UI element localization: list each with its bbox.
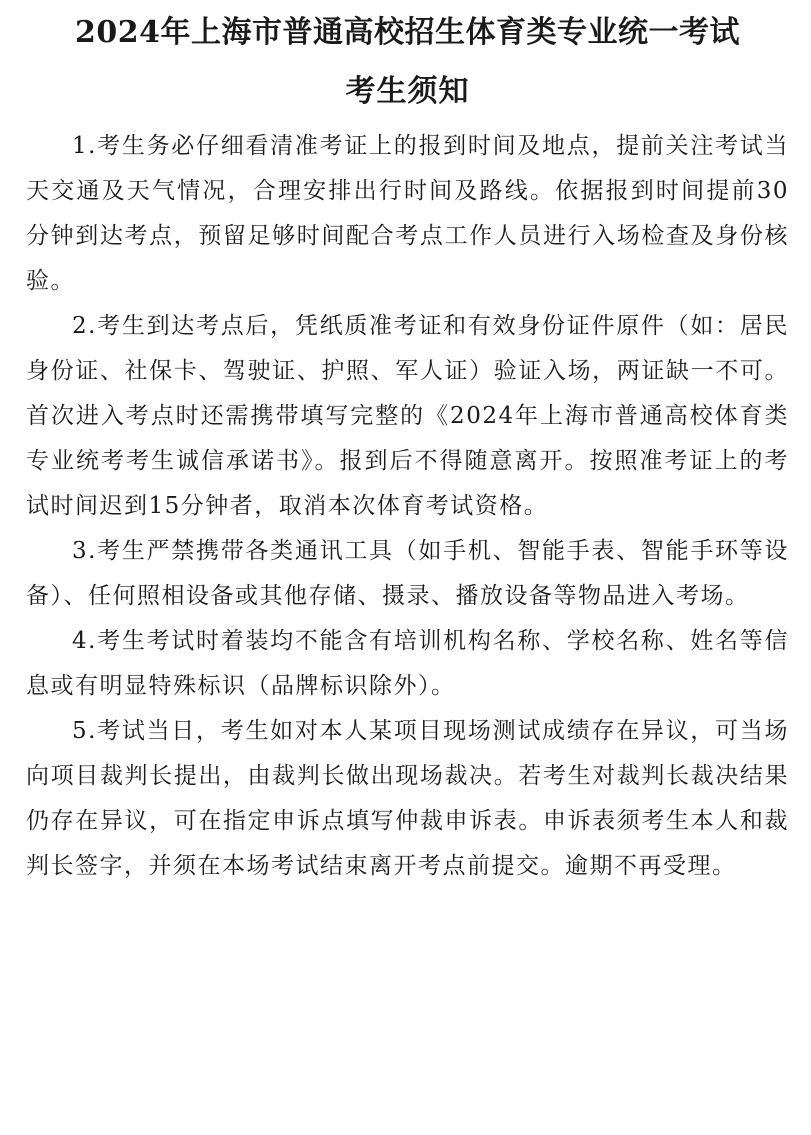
paragraph-2: 2.考生到达考点后，凭纸质准考证和有效身份证件原件（如：居民身份证、社保卡、驾驶证、护照、军人证）验证入场，两证缺一不可。首次进入考点时还需携带填写完整的《2024年上海市普通高校体育类专业统考考生诚信承诺书》。报到后不得随意离开。按照准考证上的考试时间迟到15分钟者，取消本次体育考试资格。	[26, 313, 789, 519]
document-subtitle: 考生须知	[345, 74, 470, 109]
paragraph-1: 1.考生务必仔细看清准考证上的报到时间及地点，提前关注考试当天交通及天气情况，合理安排出行时间及路线。依据报到时间提前30分钟到达考点，预留足够时间配合考点工作人员进行入场检查及身份核验。	[26, 133, 789, 294]
paragraph-4: 4.考生考试时着装均不能含有培训机构名称、学校名称、姓名等信息或有明显特殊标识（品牌标识除外）。	[26, 628, 789, 699]
document-body	[26, 124, 789, 889]
paragraph-5: 5.考试当日，考生如对本人某项目现场测试成绩存在异议，可当场向项目裁判长提出，由裁判长做出现场裁决。若考生对裁判长裁决结果仍存在异议，可在指定申诉点填写仲裁申诉表。申诉表须考生本人和裁判长签字，并须在本场考试结束离开考点前提交。逾期不再受理。	[26, 718, 789, 879]
paragraph-3: 3.考生严禁携带各类通讯工具（如手机、智能手表、智能手环等设备）、任何照相设备或其他存储、摄录、播放设备等物品进入考场。	[26, 538, 789, 609]
document-title: 2024年上海市普通高校招生体育类专业统一考试	[75, 15, 740, 50]
